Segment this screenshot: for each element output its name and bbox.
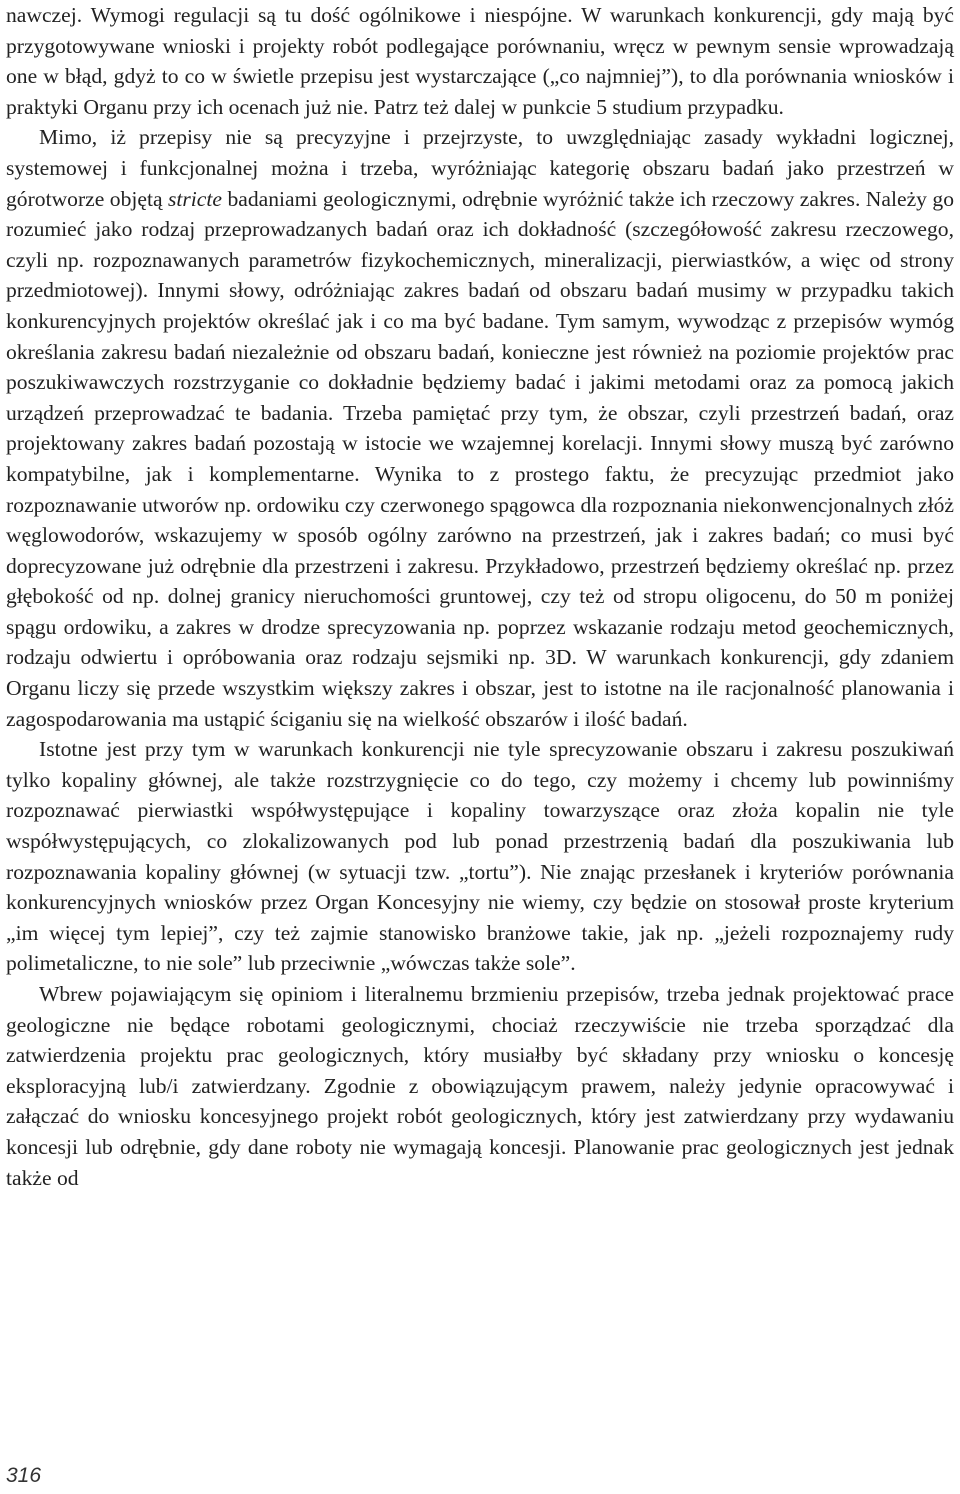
paragraph-2 [6, 122, 954, 734]
paragraph-2-text-after: badaniami geologicznymi, odrębnie wyróżnić także ich rzeczowy zakres. Należy go rozumieć jako rodzaj przeprowadzanych badań oraz ich dokładność (szczegółowość zakresu rzeczowego, czyli np. rozpoznawanych parametrów fizykochemicznych, mineralizacji, pierwiastków, a więc od strony przedmiotowej). Innymi słowy, odróżniając zakres badań od obszaru badań musimy w przypadku takich konkurencyjnych projektów określać jak i co ma być badane. Tym samym, wywodząc z przepisów wymóg określania zakresu badań niezależnie od obszaru badań, konieczne jest również na poziomie projektów prac poszukiwawczych rozstrzyganie co dokładnie będziemy badać i jakimi metodami oraz za pomocą jakich urządzeń przeprowadzać te badania. Trzeba pamiętać przy tym, że obszar, czyli przestrzeń badań, oraz projektowany zakres badań pozostają w istocie we wzajemnej korelacji. Innymi słowy muszą być zarówno kompatybilne, jak i komplementarne. Wynika to z prostego faktu, że precyzując przedmiot jako rozpoznawanie utworów np. ordowiku czy czerwonego spągowca dla rozpoznania niekonwencjonalnych złóż węglowodorów, wskazujemy w sposób ogólny zarówno na przestrzeń, jak i zakres badań; co musi być doprecyzowane już odrębnie dla przestrzeni i zakresu. Przykładowo, przestrzeń będziemy określać np. przez głębokość od np. dolnej granicy nieruchomości gruntowej, czy też od stropu oligocenu, do 50 m poniżej spągu ordowiku, a zakres w drodze sprecyzowania np. poprzez wskazanie rodzaju metod geochemicznych, rodzaju odwiertu i opróbowania oraz rodzaju sejsmiki np. 3D. W warunkach konkurencji, gdy zdaniem Organu liczy się przede wszystkim większy zakres i obszar, jest to istotne na ile racjonalność planowania i zagospodarowania ma ustąpić ściganiu się na wielkość obszarów i ilość badań. [6, 186, 954, 731]
document-page [6, 0, 954, 1193]
paragraph-2-italic-term: stricte [168, 186, 222, 211]
paragraph-4: Wbrew pojawiającym się opiniom i literalnemu brzmieniu przepisów, trzeba jednak projektować prace geologiczne nie będące robotami geologicznymi, chociaż rzeczywiście nie trzeba sporządzać dla zatwierdzenia projektu prac geologicznych, który musiałby być składany przy wniosku o koncesję eksploracyjną lub/i zatwierdzany. Zgodnie z obowiązującym prawem, należy jedynie opracowywać i załączać do wniosku koncesyjnego projekt robót geologicznych, który jest zatwierdzany przy wydawaniu koncesji lub odrębnie, gdy dane roboty nie wymagają koncesji. Planowanie prac geologicznych jest jednak także od [6, 982, 954, 1190]
paragraph-2-text-before: Mimo, iż przepisy nie są precyzyjne i przejrzyste, to uwzględniając zasady wykładni logicznej, systemowej i funkcjonalnej można i trzeba, wyróżniając kategorię obszaru badań jako przestrzeń w górotworze objętą [6, 125, 954, 211]
paragraph-1: nawczej. Wymogi regulacji są tu dość ogólnikowe i niespójne. W warunkach konkurencji, gdy mają być przygotowywane wnioski i projekty robót podlegające porównaniu, wręcz w pewnym sensie wprowadzają one w błąd, gdyż to co w świetle przepisu jest wystarczające („co najmniej”), to dla porównania wniosków i praktyki Organu przy ich ocenach już nie. Patrz też dalej w punkcie 5 studium przypadku. [6, 3, 954, 119]
page-number: 316 [6, 1464, 42, 1487]
paragraph-3: Istotne jest przy tym w warunkach konkurencji nie tyle sprecyzowanie obszaru i zakresu poszukiwań tylko kopaliny głównej, ale także rozstrzygnięcie co do tego, czy możemy i chcemy lub powinniśmy rozpoznawać pierwiastki współwystępujące i kopaliny towarzyszące oraz złoża kopalin nie tyle współwystępujących, co zlokalizowanych pod lub ponad przestrzenią badań dla poszukiwania lub rozpoznawania kopaliny głównej (w sytuacji tzw. „tortu”). Nie znając przesłanek i kryteriów porównania konkurencyjnych wniosków przez Organ Koncesyjny nie wiemy, czy będzie on stosował proste kryterium „im więcej tym lepiej”, czy też zajmie stanowisko branżowe takie, jak np. „jeżeli rozpoznajemy rudy polimetaliczne, to nie sole” lub przeciwnie „wówczas także sole”. [6, 737, 954, 976]
